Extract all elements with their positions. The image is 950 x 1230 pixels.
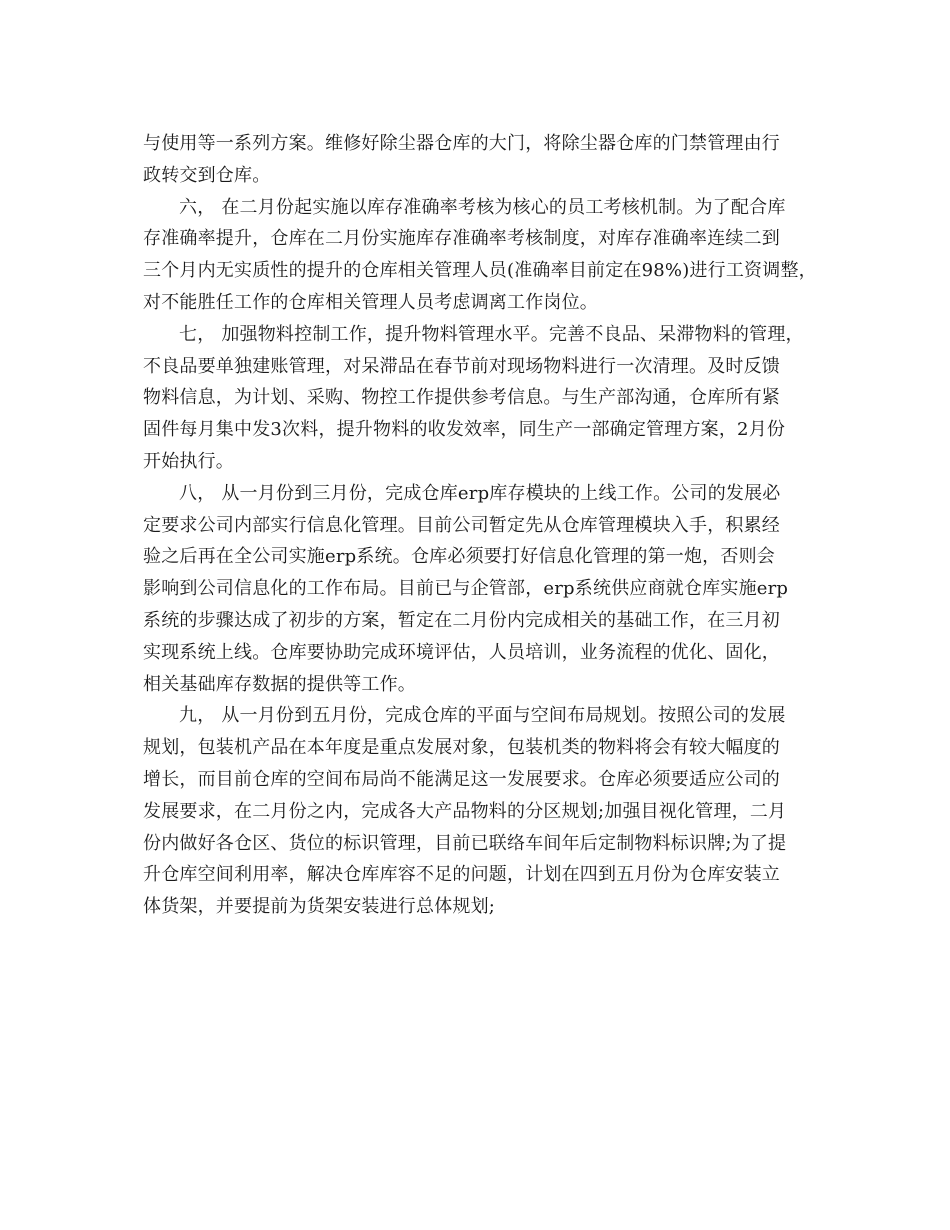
text-line: 规划，包装机产品在本年度是重点发展对象，包装机类的物料将会有较大幅度的 bbox=[143, 737, 780, 759]
text-line: 存准确率提升，仓库在二月份实施库存准确率考核制度，对库存准确率连续二到 bbox=[143, 228, 780, 250]
text-line: 定要求公司内部实行信息化管理。目前公司暂定先从仓库管理模块入手，积累经 bbox=[143, 514, 780, 536]
text-line: 与使用等一系列方案。维修好除尘器仓库的大门，将除尘器仓库的门禁管理由行 bbox=[143, 133, 780, 154]
text-line: 体货架，并要提前为货架安装进行总体规划; bbox=[143, 896, 496, 918]
text-line: 验之后再在全公司实施erp系统。仓库必须要打好信息化管理的第一炮，否则会 bbox=[143, 546, 775, 568]
text-line: 七， 加强物料控制工作，提升物料管理水平。完善不良品、呆滞物料的管理， bbox=[179, 323, 804, 345]
text-line: 八， 从一月份到三月份，完成仓库erp库存模块的上线工作。公司的发展必 bbox=[179, 482, 781, 504]
text-line: 开始执行。 bbox=[143, 450, 234, 472]
document-body bbox=[143, 128, 843, 923]
text-line: 增长，而目前仓库的空间布局尚不能满足这一发展要求。仓库必须要适应公司的 bbox=[143, 768, 780, 790]
text-line: 六， 在二月份起实施以库存准确率考核为核心的员工考核机制。为了配合库 bbox=[179, 196, 786, 218]
text-line: 三个月内无实质性的提升的仓库相关管理人员(准确率目前定在98%)进行工资调整， bbox=[143, 260, 817, 282]
text-line: 系统的步骤达成了初步的方案，暂定在二月份内完成相关的基础工作，在三月初 bbox=[143, 609, 780, 631]
text-line: 九， 从一月份到五月份，完成仓库的平面与空间布局规划。按照公司的发展 bbox=[179, 705, 786, 727]
text-line: 发展要求，在二月份之内，完成各大产品物料的分区规划;加强目视化管理，二月 bbox=[143, 800, 787, 822]
text-line: 影响到公司信息化的工作布局。目前已与企管部，erp系统供应商就仓库实施erp bbox=[143, 578, 789, 600]
text-line: 升仓库空间利用率，解决仓库库容不足的问题，计划在四到五月份为仓库安装立 bbox=[143, 864, 780, 886]
text-line: 对不能胜任工作的仓库相关管理人员考虑调离工作岗位。 bbox=[143, 291, 598, 313]
text-line: 实现系统上线。仓库要协助完成环境评估，人员培训，业务流程的优化、固化， bbox=[143, 641, 780, 663]
text-line: 固件每月集中发3次料，提升物料的收发效率，同生产一部确定管理方案，2月份 bbox=[143, 419, 786, 441]
text-line: 物料信息，为计划、采购、物控工作提供参考信息。与生产部沟通，仓库所有紧 bbox=[143, 387, 780, 409]
text-line: 不良品要单独建账管理，对呆滞品在春节前对现场物料进行一次清理。及时反馈 bbox=[143, 355, 780, 377]
text-line: 份内做好各仓区、货位的标识管理，目前已联络车间年后定制物料标识牌;为了提 bbox=[143, 832, 787, 854]
text-line: 相关基础库存数据的提供等工作。 bbox=[143, 673, 416, 695]
text-line: 政转交到仓库。 bbox=[143, 164, 271, 186]
